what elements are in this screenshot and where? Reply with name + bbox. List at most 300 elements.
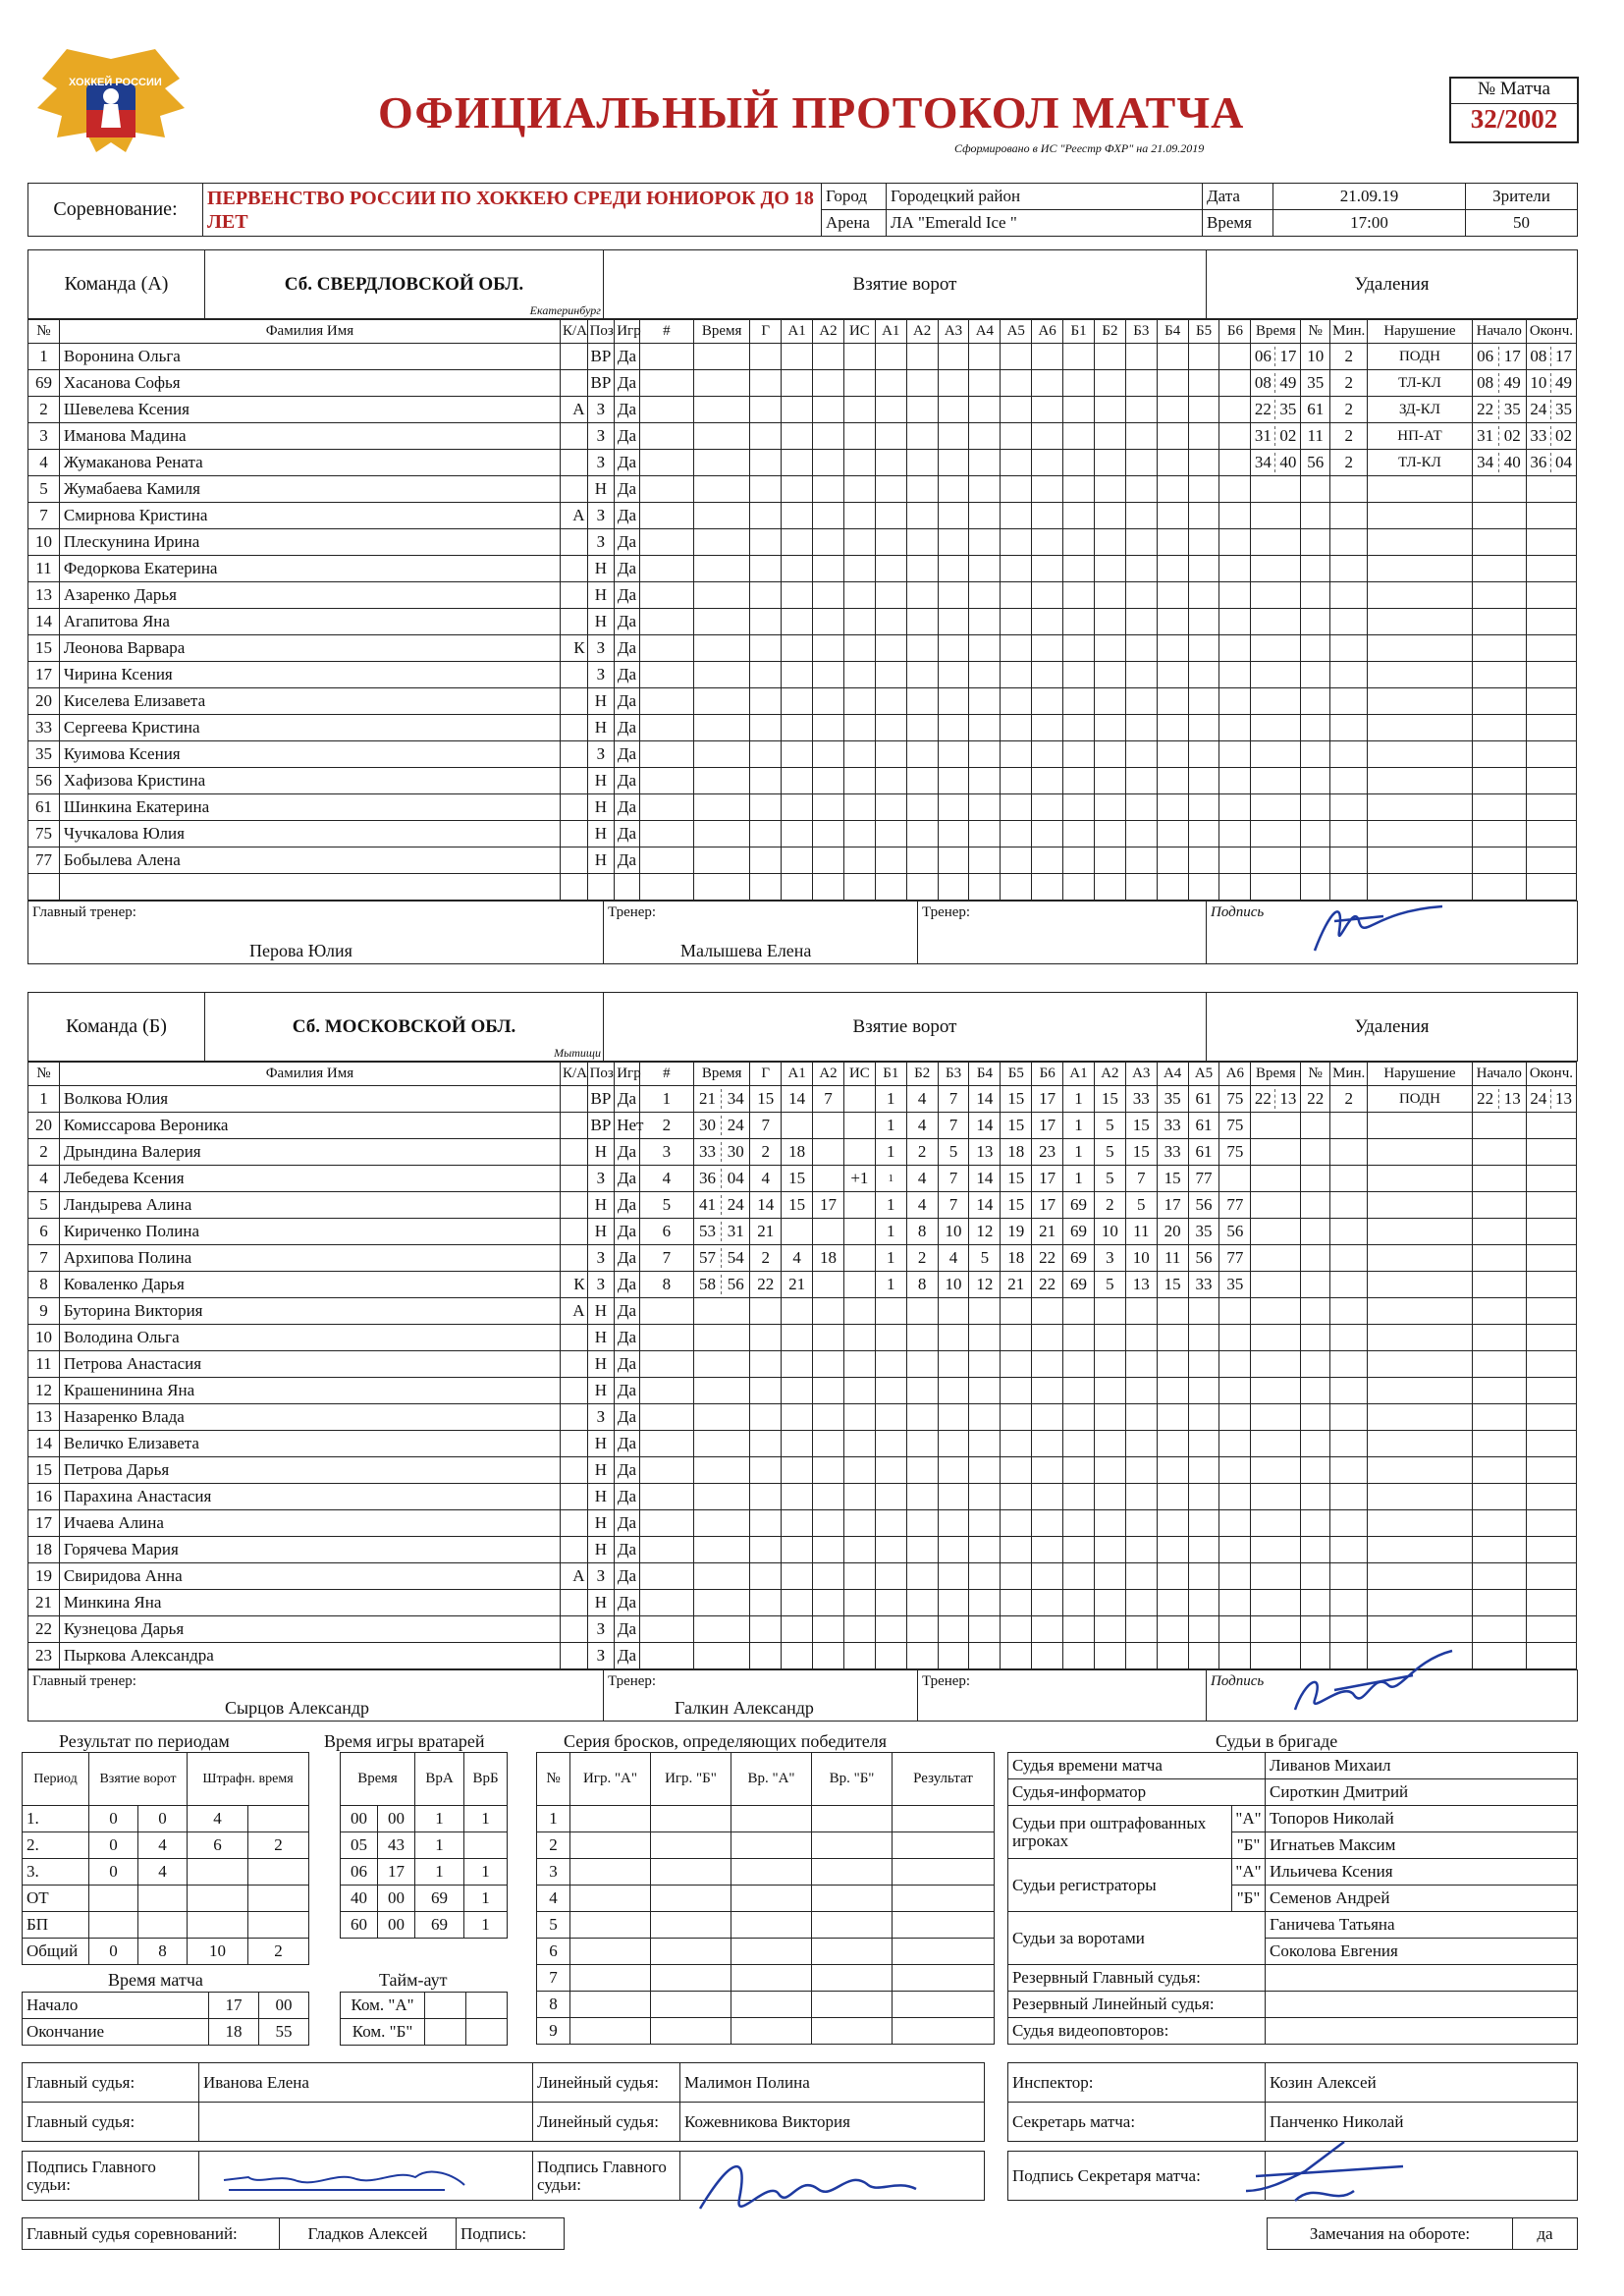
goal-cell [1219, 476, 1251, 503]
shootout-cell [812, 1965, 893, 1992]
goal-cell [1094, 582, 1125, 609]
goal-cell [813, 582, 844, 609]
penalty-end [1526, 1325, 1576, 1351]
goal-number [639, 344, 693, 370]
player-name: Величко Елизавета [59, 1431, 560, 1457]
shootout-cell [812, 1992, 893, 2018]
goal-cell: 14 [782, 1086, 813, 1113]
pen-col-3: Нарушение [1368, 320, 1472, 344]
penalty-start [1472, 450, 1526, 476]
penalty-code [1368, 1325, 1472, 1351]
goal-cell [969, 1378, 1001, 1404]
goal-cell [843, 768, 875, 794]
goal-cell: 7 [1125, 1166, 1157, 1192]
penalty-code [1368, 1590, 1472, 1616]
penalty-time [1251, 529, 1301, 556]
goal-cell [813, 370, 844, 397]
player-name: Воронина Ольга [59, 344, 560, 370]
goal-cell [1032, 1298, 1063, 1325]
goal-cell: 69 [1063, 1272, 1095, 1298]
goal-cell: 7 [938, 1113, 969, 1139]
goal-cell [1094, 1643, 1125, 1669]
player-position: Н [587, 1325, 615, 1351]
penalty-code: ТЛ-КЛ [1368, 370, 1472, 397]
goal-cell [1001, 1616, 1032, 1643]
goal-cell [875, 635, 906, 662]
goal-cell [750, 741, 782, 768]
penalty-start [1472, 635, 1526, 662]
goal-sec: 30 [727, 1142, 744, 1161]
goal-cell [843, 370, 875, 397]
goal-sec: 31 [727, 1222, 744, 1240]
goal-cell [1063, 1378, 1095, 1404]
competition-name: ПЕРВЕНСТВО РОССИИ ПО ХОККЕЮ СРЕДИ ЮНИОРОК ДО 18 ЛЕТ [203, 184, 822, 237]
goalie-cell: 1 [464, 1912, 508, 1939]
player-plays: Нет [615, 1113, 640, 1139]
inspector-label: Инспектор: [1008, 2063, 1266, 2103]
goal-cell [1032, 1431, 1063, 1457]
penalty-start [1472, 662, 1526, 688]
goal-time [693, 1590, 749, 1616]
goal-number [639, 1378, 693, 1404]
team-a-table [27, 319, 1577, 901]
team-a-sign-label: Подпись [1211, 904, 1265, 920]
player-plays: Да [615, 423, 640, 450]
pen-col-3: Нарушение [1368, 1063, 1472, 1086]
shootout-col: № [537, 1753, 570, 1806]
penalty-time [1251, 1563, 1301, 1590]
goalie-table [340, 1752, 508, 1939]
goal-cell [1188, 476, 1219, 503]
player-number: 1 [28, 1086, 60, 1113]
player-position: Н [587, 821, 615, 847]
goal-cell: 4 [782, 1245, 813, 1272]
goal-cell: 56 [1188, 1245, 1219, 1272]
timeout-title: Тайм-аут [379, 1970, 448, 1990]
goal-number [639, 1563, 693, 1590]
goal-cell: 69 [1063, 1245, 1095, 1272]
goal-cell [1157, 450, 1188, 476]
goal-cell [875, 1298, 906, 1325]
penalty-min: 33 [1527, 426, 1551, 446]
goal-cell [1001, 1563, 1032, 1590]
penalty-player-number [1301, 503, 1330, 529]
penalty-end [1526, 556, 1576, 582]
goal-cell [1094, 1431, 1125, 1457]
goal-cell [1125, 450, 1157, 476]
period-cell [138, 1886, 188, 1912]
penalty-minutes [1330, 1616, 1368, 1643]
goal-cell [1094, 821, 1125, 847]
goal-number [639, 1537, 693, 1563]
player-name: Свиридова Анна [59, 1563, 560, 1590]
goal-cell [1032, 503, 1063, 529]
goal-cell: 2 [750, 1245, 782, 1272]
goal-time [693, 1139, 749, 1166]
player-plays: Да [615, 1537, 640, 1563]
goal-time [693, 1643, 749, 1669]
player-plays: Да [615, 794, 640, 821]
goal-cell [1001, 609, 1032, 635]
goal-cell [1094, 476, 1125, 503]
player-position: Н [587, 1510, 615, 1537]
goal-cell [750, 529, 782, 556]
goal-cell [1157, 1510, 1188, 1537]
goal-cell [782, 1484, 813, 1510]
player-role [560, 556, 587, 582]
goal-cell [1219, 635, 1251, 662]
team-a-goals-label: Взятие ворот [604, 250, 1207, 319]
penalty-time [1251, 1086, 1301, 1113]
goal-cell: 5 [1094, 1166, 1125, 1192]
goal-cell [750, 1404, 782, 1431]
player-plays: Да [615, 1298, 640, 1325]
goal-cell [1063, 768, 1095, 794]
penalty-code [1368, 1431, 1472, 1457]
player-number: 15 [28, 1457, 60, 1484]
player-role [560, 1590, 587, 1616]
goal-cell [969, 503, 1001, 529]
officials-title: Судьи в бригаде [1216, 1731, 1338, 1751]
secretary-signature [1226, 2132, 1423, 2211]
goal-cell [1157, 1325, 1188, 1351]
team-a-name: Сб. СВЕРДЛОВСКОЙ ОБЛ. [284, 273, 524, 295]
penalty-sec: 13 [1279, 1089, 1297, 1108]
goal-cell [813, 450, 844, 476]
player-name: Азаренко Дарья [59, 582, 560, 609]
goal-cell [1219, 397, 1251, 423]
goal-cell [875, 1351, 906, 1378]
shootout-cell [731, 1992, 812, 2018]
goalie-cell: 43 [378, 1832, 415, 1859]
goal-col-8: Б3 [938, 1063, 969, 1086]
player-number: 11 [28, 556, 60, 582]
penalty-minutes: 2 [1330, 370, 1368, 397]
goal-cell [1219, 1431, 1251, 1457]
player-position: З [587, 1643, 615, 1669]
col-play: Игр [615, 320, 640, 344]
goal-cell [969, 1457, 1001, 1484]
goal-cell [843, 1457, 875, 1484]
goal-cell [938, 1325, 969, 1351]
penalty-sec: 49 [1554, 373, 1572, 392]
goal-number [639, 1510, 693, 1537]
period-cell: 10 [188, 1939, 248, 1965]
goal-time [693, 1431, 749, 1457]
goal-cell [813, 1510, 844, 1537]
penalty-end [1526, 741, 1576, 768]
goal-min: 57 [694, 1248, 722, 1268]
goal-cell: 10 [1094, 1219, 1125, 1245]
goal-cell [1157, 874, 1188, 901]
goal-cell [906, 609, 938, 635]
penalty-player-number [1301, 1325, 1330, 1351]
goal-cell [1219, 1325, 1251, 1351]
goal-cell [1032, 1404, 1063, 1431]
goal-cell [906, 768, 938, 794]
goalie-cell: 60 [341, 1912, 378, 1939]
goal-cell [782, 1404, 813, 1431]
goal-number: 6 [639, 1219, 693, 1245]
shootout-cell [893, 1912, 995, 1939]
goal-cell [969, 821, 1001, 847]
goal-cell [875, 1431, 906, 1457]
penalty-player-number: 56 [1301, 450, 1330, 476]
penalty-min: 31 [1473, 426, 1499, 446]
player-number: 13 [28, 1404, 60, 1431]
player-plays: Да [615, 635, 640, 662]
goal-cell [1032, 1590, 1063, 1616]
goal-col-13: А2 [1094, 1063, 1125, 1086]
player-role [560, 344, 587, 370]
player-role [560, 1404, 587, 1431]
player-name: Чирина Ксения [59, 662, 560, 688]
goalie-cell: 1 [464, 1806, 508, 1832]
penalty-time [1251, 1272, 1301, 1298]
player-role [560, 370, 587, 397]
penalty-sec: 02 [1554, 426, 1572, 445]
player-plays: Да [615, 1563, 640, 1590]
goal-cell [750, 1616, 782, 1643]
goal-time [693, 1272, 749, 1298]
goal-cell: 14 [969, 1113, 1001, 1139]
goal-cell [1188, 688, 1219, 715]
goal-col-12: А1 [1063, 1063, 1095, 1086]
city-label: Город [822, 184, 887, 210]
inspector-table [1007, 2062, 1578, 2142]
player-plays: Да [615, 1192, 640, 1219]
goal-number [639, 1325, 693, 1351]
goal-cell [938, 423, 969, 450]
goal-cell [813, 1219, 844, 1245]
penalty-end [1526, 1484, 1576, 1510]
player-plays: Да [615, 1590, 640, 1616]
goal-cell [782, 741, 813, 768]
goal-cell [750, 503, 782, 529]
shootout-cell [731, 1832, 812, 1859]
goal-cell: 15 [1001, 1192, 1032, 1219]
goalie-cell: 69 [415, 1912, 464, 1939]
goal-cell [969, 450, 1001, 476]
goal-cell [1125, 1351, 1157, 1378]
penalty-player-number [1301, 768, 1330, 794]
period-cell: 0 [89, 1806, 138, 1832]
player-number: 77 [28, 847, 60, 874]
goal-cell [782, 1431, 813, 1457]
goal-cell: 14 [969, 1192, 1001, 1219]
penalty-time [1251, 1298, 1301, 1325]
goal-cell [1032, 1510, 1063, 1537]
goal-time [693, 821, 749, 847]
goal-cell: 1 [1063, 1113, 1095, 1139]
goal-cell [875, 794, 906, 821]
penalty-player-number [1301, 1139, 1330, 1166]
goal-cell [906, 1484, 938, 1510]
pen-col-2: Мин. [1330, 320, 1368, 344]
shootout-cell [570, 1886, 651, 1912]
goal-cell [1188, 450, 1219, 476]
goal-cell [1063, 1563, 1095, 1590]
signature-table [22, 2151, 985, 2201]
goal-col-8: А3 [938, 320, 969, 344]
goal-cell [1032, 768, 1063, 794]
goal-cell [1188, 1590, 1219, 1616]
goal-cell: 18 [813, 1245, 844, 1272]
shootout-number: 7 [537, 1965, 570, 1992]
penalty-player-number [1301, 582, 1330, 609]
goal-cell [843, 1351, 875, 1378]
goal-cell [1063, 741, 1095, 768]
goal-cell [938, 768, 969, 794]
player-role: К [560, 1272, 587, 1298]
goal-cell [1125, 476, 1157, 503]
goal-cell [750, 397, 782, 423]
goal-cell [1094, 715, 1125, 741]
goal-cell: 1 [875, 1272, 906, 1298]
goal-cell [1001, 397, 1032, 423]
goal-cell [969, 1643, 1001, 1669]
goal-cell [1157, 397, 1188, 423]
penalty-code [1368, 1166, 1472, 1192]
player-number: 69 [28, 370, 60, 397]
team-a-header [27, 249, 1578, 319]
goal-cell [813, 874, 844, 901]
goal-cell [1219, 423, 1251, 450]
goal-cell [782, 635, 813, 662]
pen-col-1: № [1301, 320, 1330, 344]
penalty-minutes [1330, 582, 1368, 609]
player-plays: Да [615, 556, 640, 582]
goal-cell [1094, 529, 1125, 556]
goal-cell [843, 1537, 875, 1563]
player-position: З [587, 1563, 615, 1590]
goal-cell [813, 397, 844, 423]
goal-cell: 1 [875, 1139, 906, 1166]
player-plays: Да [615, 1643, 640, 1669]
goal-cell [813, 794, 844, 821]
player-name: Агапитова Яна [59, 609, 560, 635]
player-position: Н [587, 1219, 615, 1245]
goal-cell [1125, 662, 1157, 688]
goal-cell [906, 450, 938, 476]
penalty-player-number [1301, 529, 1330, 556]
goal-cell: 2 [906, 1139, 938, 1166]
goal-cell [1125, 1616, 1157, 1643]
player-plays: Да [615, 1245, 640, 1272]
penalty-sec: 17 [1503, 347, 1521, 365]
penalty-start [1472, 1510, 1526, 1537]
goal-cell [875, 1378, 906, 1404]
goal-cell [1219, 370, 1251, 397]
period-cell [248, 1912, 309, 1939]
time-label: Время [1203, 210, 1273, 237]
penalty-time [1251, 847, 1301, 874]
goal-cell: 4 [906, 1166, 938, 1192]
player-row [28, 1219, 1577, 1245]
goal-cell [969, 715, 1001, 741]
goal-cell [750, 582, 782, 609]
player-row [28, 1457, 1577, 1484]
goal-cell [843, 1086, 875, 1113]
goal-cell [969, 1298, 1001, 1325]
penalty-player-number [1301, 662, 1330, 688]
penalty-time [1251, 1219, 1301, 1245]
goal-time [693, 874, 749, 901]
goal-number [639, 768, 693, 794]
goal-cell [1219, 582, 1251, 609]
period-cell [248, 1886, 309, 1912]
penalty-start [1472, 1643, 1526, 1669]
penalty-start [1472, 1245, 1526, 1272]
goal-cell [906, 1616, 938, 1643]
official-goal-1: Ганичева Татьяна [1266, 1912, 1578, 1939]
goal-cell [1125, 635, 1157, 662]
goal-cell: 5 [1094, 1139, 1125, 1166]
goal-cell [1219, 1590, 1251, 1616]
shootout-cell [812, 2018, 893, 2045]
goal-cell: 10 [938, 1272, 969, 1298]
goal-cell [1157, 1404, 1188, 1431]
player-position: Н [587, 556, 615, 582]
match-time-title: Время матча [108, 1970, 203, 1990]
goal-cell [750, 1378, 782, 1404]
penalty-min: 36 [1527, 453, 1551, 472]
goal-cell [1219, 1537, 1251, 1563]
chief-ref-name: Гладков Алексей [280, 2218, 457, 2250]
penalty-code [1368, 1192, 1472, 1219]
goal-cell [1188, 1404, 1219, 1431]
shootout-cell [651, 1965, 731, 1992]
goal-cell [813, 715, 844, 741]
penalty-code [1368, 609, 1472, 635]
goal-cell [906, 741, 938, 768]
player-name: Федоркова Екатерина [59, 556, 560, 582]
period-cell: 2 [248, 1832, 309, 1859]
player-name: Сергеева Кристина [59, 715, 560, 741]
goal-cell [1125, 1431, 1157, 1457]
goal-cell [782, 476, 813, 503]
goal-cell [1219, 821, 1251, 847]
goal-cell [1157, 1298, 1188, 1325]
goal-cell [1032, 1616, 1063, 1643]
penalty-start [1472, 1086, 1526, 1113]
shootout-cell [570, 1965, 651, 1992]
player-number: 13 [28, 582, 60, 609]
penalty-minutes [1330, 821, 1368, 847]
goal-cell [843, 1484, 875, 1510]
goal-cell [1188, 609, 1219, 635]
penalty-end [1526, 529, 1576, 556]
player-name: Лебедева Ксения [59, 1166, 560, 1192]
goal-cell [843, 397, 875, 423]
penalty-code [1368, 1139, 1472, 1166]
player-role [560, 847, 587, 874]
goal-cell [843, 1325, 875, 1351]
arena-value: ЛА "Emerald Ice " [887, 210, 1203, 237]
goal-cell [906, 370, 938, 397]
team-b-goals-label: Взятие ворот [604, 993, 1207, 1062]
penalty-minutes [1330, 1457, 1368, 1484]
goal-cell [1219, 1298, 1251, 1325]
penalty-time [1251, 1351, 1301, 1378]
penalty-start [1472, 741, 1526, 768]
shootout-cell [893, 1806, 995, 1832]
penalty-end [1526, 1139, 1576, 1166]
player-role [560, 874, 587, 901]
goal-cell [750, 1351, 782, 1378]
goal-cell: 18 [1001, 1245, 1032, 1272]
player-plays: Да [615, 450, 640, 476]
